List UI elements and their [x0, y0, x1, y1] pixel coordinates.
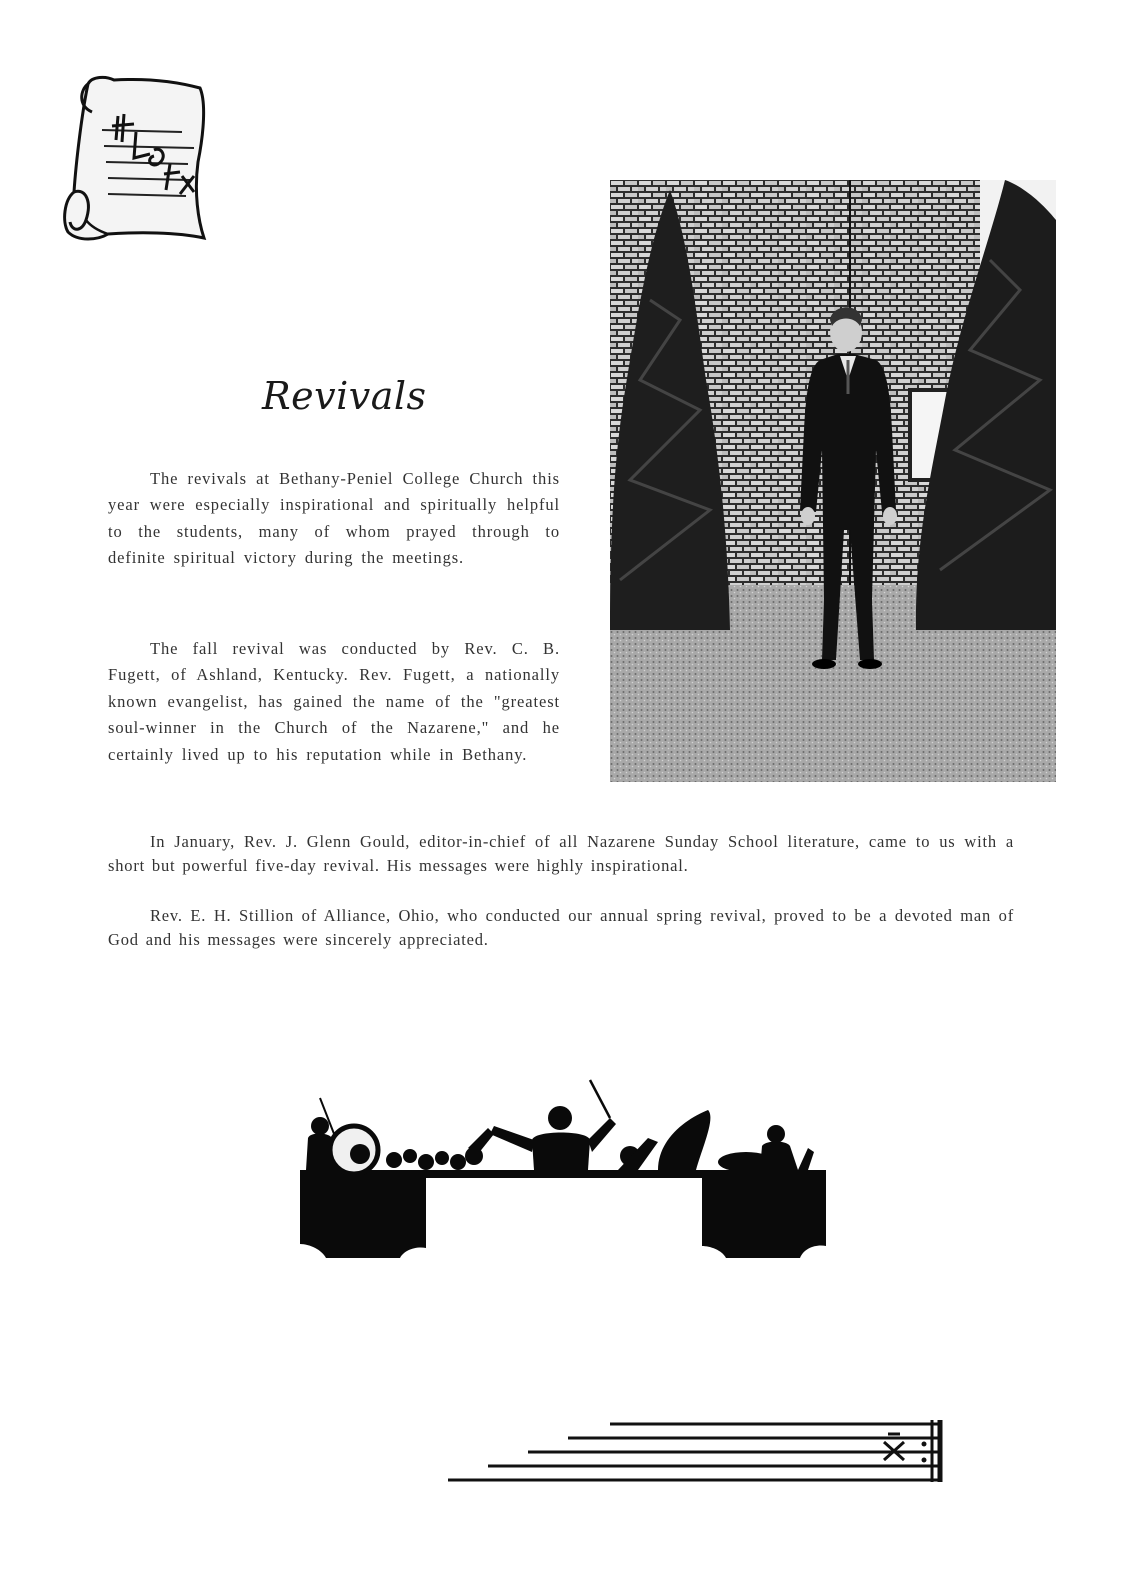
- paragraph-1: [108, 466, 560, 572]
- orchestra-silhouette: [298, 1078, 828, 1268]
- paragraph-4: [108, 904, 1014, 952]
- page-title: Revivals: [262, 374, 427, 418]
- paragraph-text: The fall revival was conducted by Rev. C. B. Fugett, of Ashland, Kentucky. Rev. Fugett, a nationally known evangelist, has gained the name of the "greatest soul-winner in the Church of the Nazarene," and he certainly lived up to his reputation while in Bethany.: [108, 639, 560, 764]
- evangelist-portrait-photo: [610, 180, 1056, 782]
- music-scroll-icon: [58, 72, 218, 244]
- paragraph-text: The revivals at Bethany-Peniel College Church this year were especially inspirational and spiritually helpful to the students, many of whom prayed through to definite spiritual victory during the meetings.: [108, 469, 560, 568]
- music-staff-ornament: [448, 1412, 948, 1492]
- paragraph-3: [108, 830, 1014, 878]
- paragraph-text: In January, Rev. J. Glenn Gould, editor-in-chief of all Nazarene Sunday School literature, came to us with a short but powerful five-day revival. His messages were highly inspirational.: [108, 832, 1014, 875]
- paragraph-2: [108, 636, 560, 768]
- paragraph-text: Rev. E. H. Stillion of Alliance, Ohio, who conducted our annual spring revival, proved to be a devoted man of God and his messages were sincerely appreciated.: [108, 906, 1014, 949]
